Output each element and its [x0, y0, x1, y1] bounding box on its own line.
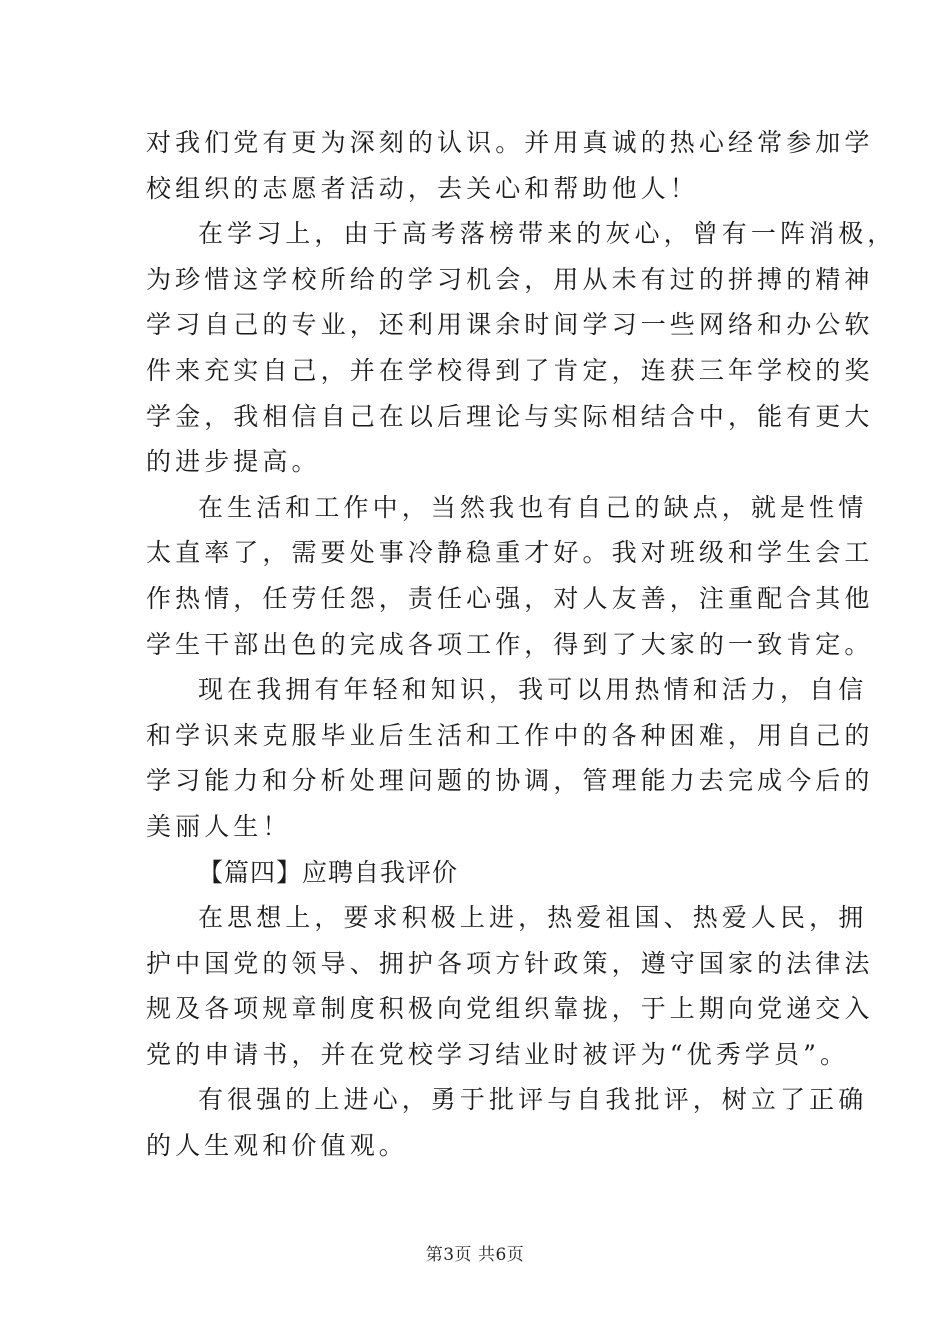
paragraph-line: 学金，我相信自己在以后理论与实际相结合中，能有更大 — [146, 401, 874, 431]
paragraph-line: 为珍惜这学校所给的学习机会，用从未有过的拼搏的精神 — [146, 264, 874, 294]
paragraph — [146, 1077, 868, 1168]
paragraph-line: 在思想上，要求积极上进，热爱祖国、热爱人民，拥 — [198, 903, 868, 933]
paragraph-line: 的进步提高。 — [146, 447, 321, 477]
document-body — [146, 120, 897, 1169]
paragraph-line: 的人生观和价值观。 — [146, 1131, 408, 1161]
paragraph-line: 护中国党的领导、拥护各项方针政策，遵守国家的法律法 — [146, 948, 874, 978]
section-heading — [146, 850, 806, 896]
paragraph-line: 在学习上，由于高考落榜带来的灰心，曾有一阵消极， — [198, 219, 897, 249]
paragraph-line: 党的申请书，并在党校学习结业时被评为“优秀学员”。 — [146, 1039, 850, 1069]
paragraph-line: 学习能力和分析处理问题的协调，管理能力去完成今后的 — [146, 766, 874, 796]
page-number-footer: 第3页 共6页 — [425, 1245, 525, 1265]
paragraph-line: 在生活和工作中，当然我也有自己的缺点，就是性情 — [198, 492, 868, 522]
paragraph-line: 美丽人生！ — [146, 811, 292, 841]
paragraph-line: 现在我拥有年轻和知识，我可以用热情和活力，自信 — [198, 675, 868, 705]
paragraph — [146, 120, 874, 211]
paragraph — [146, 895, 874, 1077]
paragraph-line: 件来充实自己，并在学校得到了肯定，连获三年学校的奖 — [146, 355, 874, 385]
paragraph-line: 学习自己的专业，还利用课余时间学习一些网络和办公软 — [146, 310, 874, 340]
paragraph-line: 对我们党有更为深刻的认识。并用真诚的热心经常参加学 — [146, 128, 874, 157]
paragraph-line: 学生干部出色的完成各项工作，得到了大家的一致肯定。 — [146, 629, 874, 659]
paragraph-line: 有很强的上进心，勇于批评与自我批评，树立了正确 — [198, 1085, 868, 1115]
paragraph-line: 作热情，任劳任怨，责任心强，对人友善，注重配合其他 — [146, 583, 874, 613]
paragraph-line: 太直率了，需要处事冷静稳重才好。我对班级和学生会工 — [146, 538, 874, 568]
paragraph-line: 和学识来克服毕业后生活和工作中的各种困难，用自己的 — [146, 720, 874, 750]
paragraph — [146, 485, 874, 667]
paragraph — [146, 211, 897, 485]
paragraph-line: 规及各项规章制度积极向党组织靠拢，于上期向党递交入 — [146, 994, 874, 1024]
paragraph — [146, 667, 874, 849]
paragraph-line: 校组织的志愿者活动，去关心和帮助他人！ — [146, 173, 699, 203]
section-heading-text: 【篇四】应聘自我评价 — [198, 857, 459, 887]
